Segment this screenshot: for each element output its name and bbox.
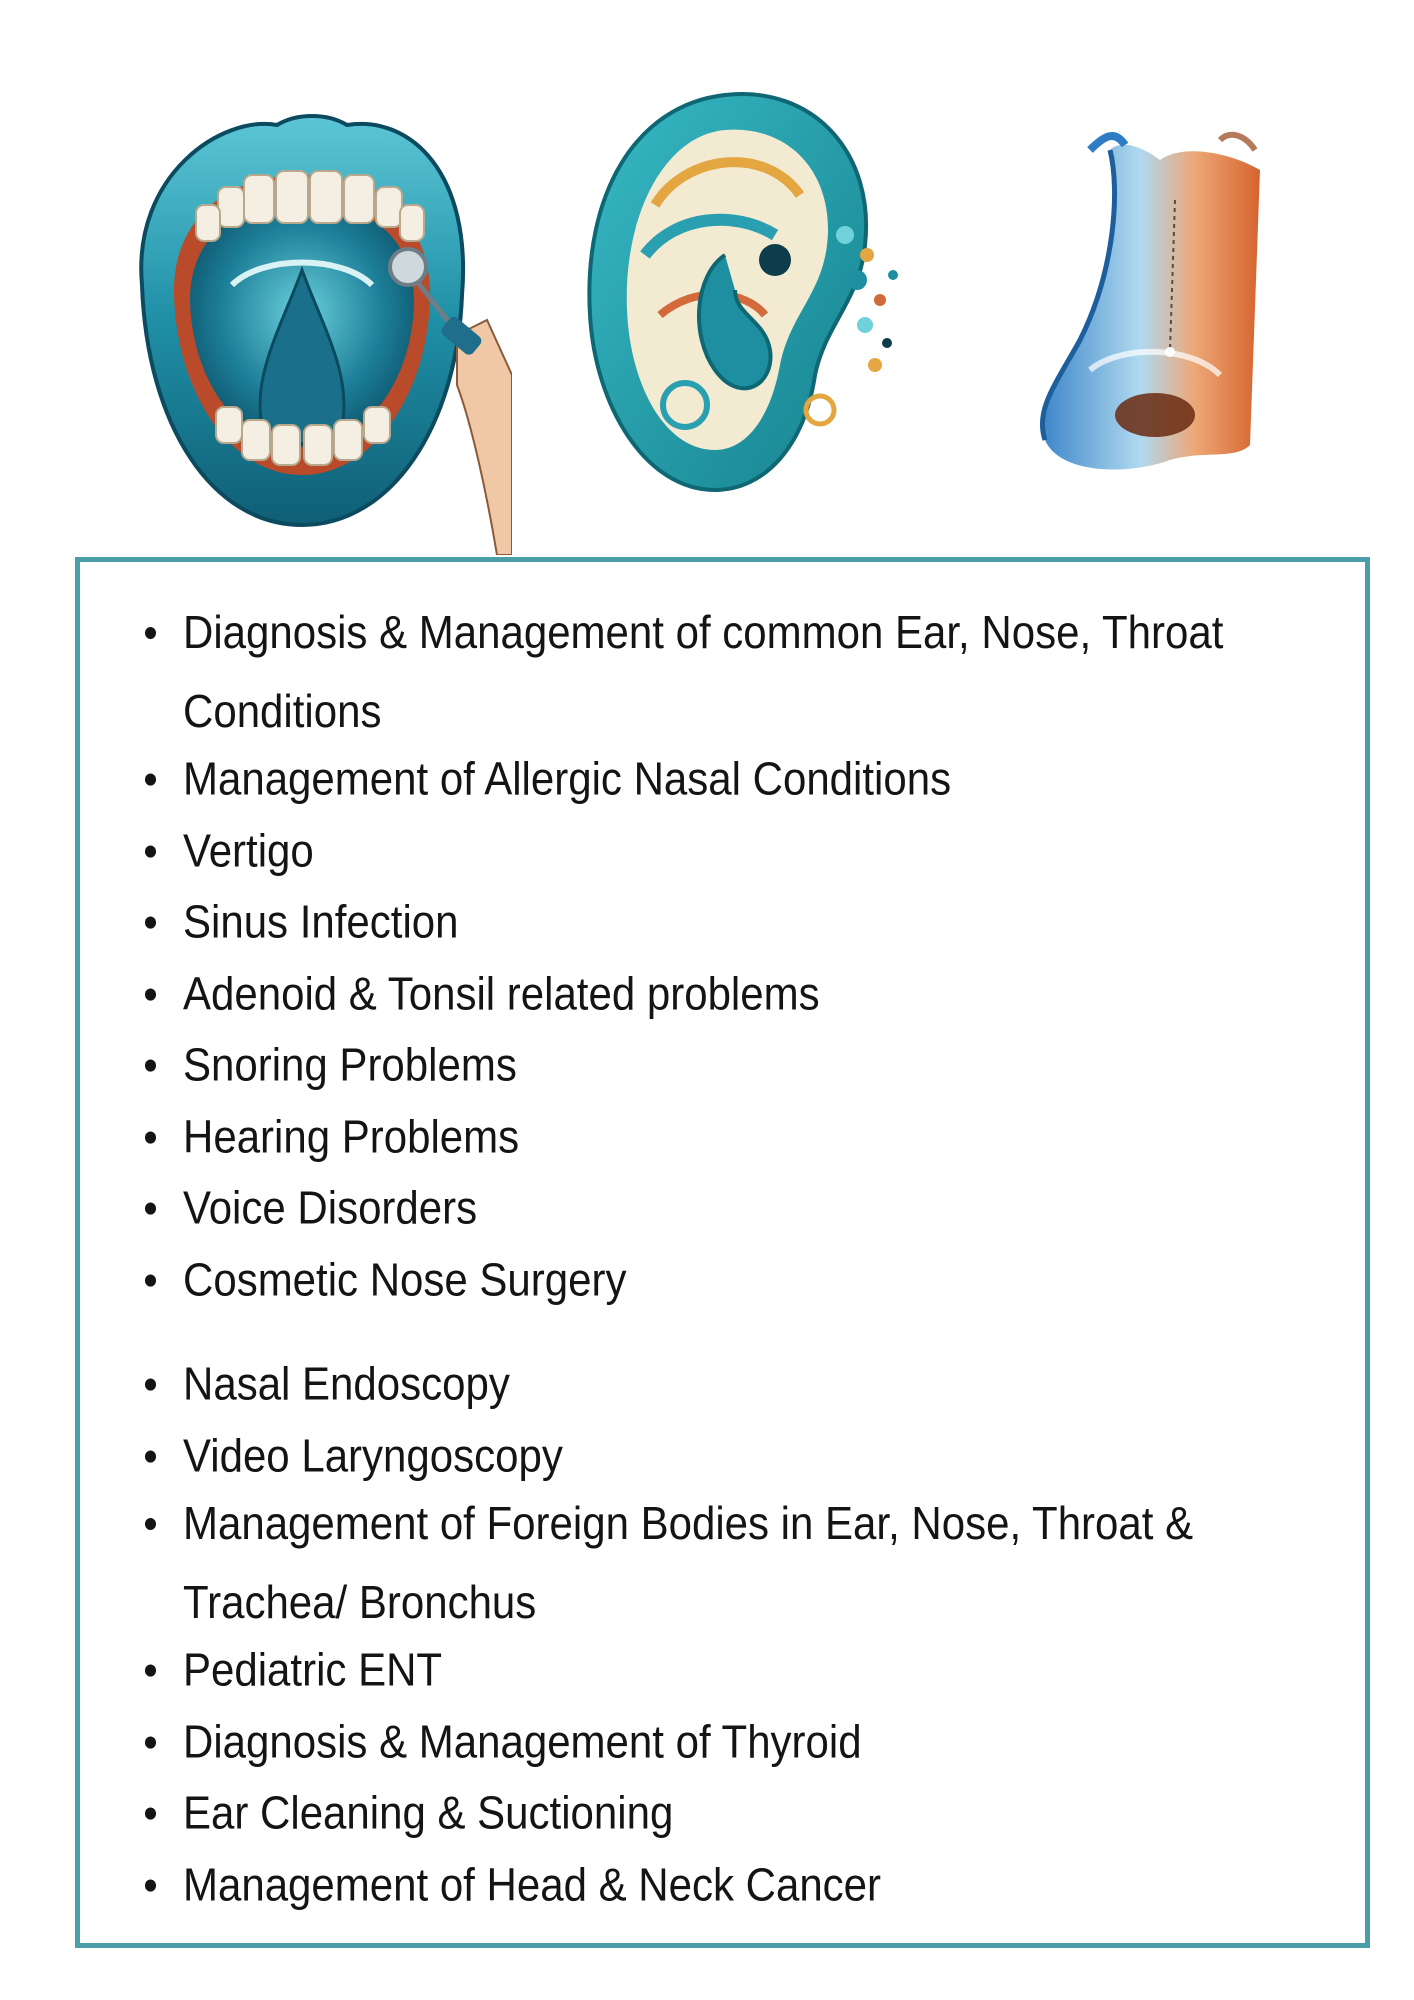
list-item: Management of Allergic Nasal Conditions: [80, 739, 1365, 818]
list-item: Management of Head & Neck Cancer: [80, 1845, 1365, 1924]
nose-illustration: [1020, 130, 1260, 480]
services-list-primary: [80, 600, 1365, 1315]
list-item: Management of Foreign Bodies in Ear, Nose, Throat & Trachea/ Bronchus: [80, 1484, 1365, 1641]
list-item: Pediatric ENT: [80, 1630, 1365, 1709]
mouth-throat-illustration: [112, 95, 512, 555]
list-item: Cosmetic Nose Surgery: [80, 1240, 1365, 1319]
services-list-procedures: [80, 1348, 1365, 1920]
list-item: Diagnosis & Management of common Ear, Nose, Throat Conditions: [80, 593, 1365, 750]
list-item: Voice Disorders: [80, 1168, 1365, 1247]
list-item: Adenoid & Tonsil related problems: [80, 954, 1365, 1033]
list-item: Diagnosis & Management of Thyroid: [80, 1702, 1365, 1781]
ear-illustration: [575, 85, 910, 505]
list-item: Sinus Infection: [80, 882, 1365, 961]
list-item: Snoring Problems: [80, 1025, 1365, 1104]
services-box: [75, 557, 1370, 1948]
list-item: Video Laryngoscopy: [80, 1416, 1365, 1495]
list-item: Hearing Problems: [80, 1097, 1365, 1176]
list-item: Nasal Endoscopy: [80, 1344, 1365, 1423]
list-item: Vertigo: [80, 811, 1365, 890]
list-item: Ear Cleaning & Suctioning: [80, 1773, 1365, 1852]
